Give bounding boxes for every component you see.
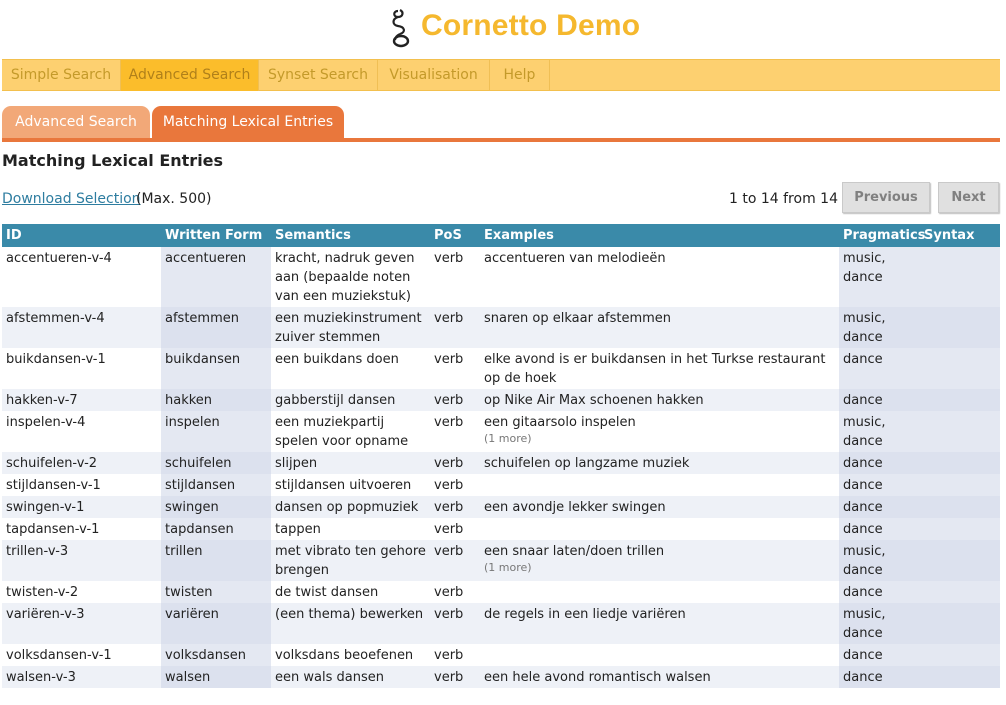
cell-pragmatics xyxy=(839,411,920,452)
cell-semantics xyxy=(271,644,430,666)
cell-pragmatics xyxy=(839,389,920,411)
cell-written-form-text: trillen xyxy=(165,544,203,559)
header xyxy=(0,0,1006,56)
cell-semantics-text: een wals dansen xyxy=(275,670,384,685)
cell-pragmatics xyxy=(839,247,920,307)
cell-pragmatics-text: music, dance xyxy=(843,311,886,345)
cell-id xyxy=(2,496,161,518)
column-header-pragmatics[interactable]: Pragmatics xyxy=(839,224,920,247)
cell-pragmatics xyxy=(839,348,920,389)
cell-semantics-text: dansen op popmuziek xyxy=(275,500,419,515)
cell-pragmatics-text: dance xyxy=(843,500,883,515)
cornetto-logo-icon xyxy=(389,8,415,48)
cell-examples xyxy=(480,411,839,452)
cell-pos xyxy=(430,452,480,474)
cell-written-form xyxy=(161,581,271,603)
cell-id-text: inspelen-v-4 xyxy=(6,415,86,430)
cell-written-form-text: walsen xyxy=(165,670,211,685)
cell-pragmatics xyxy=(839,518,920,540)
cell-id-text: swingen-v-1 xyxy=(6,500,85,515)
cell-pos-text: verb xyxy=(434,478,464,493)
cell-semantics-text: gabberstijl dansen xyxy=(275,393,396,408)
cell-written-form-text: schuifelen xyxy=(165,456,232,471)
cell-written-form-text: tapdansen xyxy=(165,522,234,537)
cell-id xyxy=(2,518,161,540)
tab-advanced-search[interactable]: Advanced Search xyxy=(2,106,150,138)
cell-written-form xyxy=(161,452,271,474)
column-header-id[interactable]: ID xyxy=(2,224,161,247)
cell-pragmatics-text: music, dance xyxy=(843,544,886,578)
cell-pragmatics-text: dance xyxy=(843,522,883,537)
column-header-written-form[interactable]: Written Form xyxy=(161,224,271,247)
cell-syntax xyxy=(920,518,1000,540)
cell-semantics-text: een muziekpartij spelen voor opname xyxy=(275,415,409,449)
cell-written-form xyxy=(161,307,271,348)
cell-semantics xyxy=(271,307,430,348)
cell-pragmatics-text: music, dance xyxy=(843,607,886,641)
cell-pos xyxy=(430,581,480,603)
cell-written-form-text: afstemmen xyxy=(165,311,239,326)
cell-syntax xyxy=(920,411,1000,452)
previous-button[interactable]: Previous xyxy=(842,182,930,213)
cell-pos xyxy=(430,247,480,307)
table-row[interactable] xyxy=(2,603,1000,644)
more-examples-link[interactable]: (1 more) xyxy=(484,432,532,445)
next-button[interactable]: Next xyxy=(938,182,999,213)
table-row[interactable] xyxy=(2,518,1000,540)
cell-pos-text: verb xyxy=(434,393,464,408)
table-row[interactable] xyxy=(2,540,1000,581)
table-row[interactable] xyxy=(2,452,1000,474)
cell-id xyxy=(2,540,161,581)
cell-semantics-text: de twist dansen xyxy=(275,585,379,600)
cell-pragmatics xyxy=(839,496,920,518)
cell-written-form xyxy=(161,666,271,688)
cell-examples xyxy=(480,247,839,307)
cell-pos xyxy=(430,540,480,581)
cell-pragmatics xyxy=(839,540,920,581)
cell-written-form-text: swingen xyxy=(165,500,219,515)
cell-semantics-text: kracht, nadruk geven aan (bepaalde noten van een muziekstuk) xyxy=(275,251,415,304)
cell-semantics xyxy=(271,348,430,389)
cell-id-text: afstemmen-v-4 xyxy=(6,311,105,326)
column-header-examples[interactable]: Examples xyxy=(480,224,839,247)
cell-written-form xyxy=(161,518,271,540)
cell-semantics xyxy=(271,603,430,644)
cell-pragmatics-text: dance xyxy=(843,648,883,663)
table-row[interactable] xyxy=(2,247,1000,307)
cell-syntax xyxy=(920,389,1000,411)
cell-semantics-text: tappen xyxy=(275,522,321,537)
table-row[interactable] xyxy=(2,644,1000,666)
cell-written-form-text: accentueren xyxy=(165,251,247,266)
cell-id xyxy=(2,307,161,348)
cell-syntax xyxy=(920,603,1000,644)
nav-help[interactable]: Help xyxy=(490,60,550,91)
cell-examples xyxy=(480,496,839,518)
cell-syntax xyxy=(920,496,1000,518)
cell-id-text: stijldansen-v-1 xyxy=(6,478,101,493)
cell-pos xyxy=(430,411,480,452)
cell-id xyxy=(2,348,161,389)
cell-examples-text: op Nike Air Max schoenen hakken xyxy=(484,393,704,408)
cell-pos-text: verb xyxy=(434,670,464,685)
cell-examples xyxy=(480,644,839,666)
cell-pos-text: verb xyxy=(434,544,464,559)
cell-pragmatics xyxy=(839,666,920,688)
cell-syntax xyxy=(920,644,1000,666)
result-range: 1 to 14 from 14 xyxy=(729,191,838,207)
cell-semantics-text: volksdans beoefenen xyxy=(275,648,414,663)
cell-examples xyxy=(480,603,839,644)
cell-pos-text: verb xyxy=(434,607,464,622)
results-table xyxy=(2,224,1000,688)
cell-id xyxy=(2,581,161,603)
cell-pragmatics-text: dance xyxy=(843,478,883,493)
table-header-row xyxy=(2,224,1000,247)
cell-pos xyxy=(430,666,480,688)
table-row[interactable] xyxy=(2,307,1000,348)
cell-semantics-text: met vibrato ten gehore brengen xyxy=(275,544,426,578)
cell-pragmatics-text: dance xyxy=(843,352,883,367)
table-row[interactable] xyxy=(2,581,1000,603)
cell-id-text: hakken-v-7 xyxy=(6,393,78,408)
cell-pos xyxy=(430,389,480,411)
cell-pos-text: verb xyxy=(434,522,464,537)
cell-syntax xyxy=(920,474,1000,496)
cell-semantics-text: slijpen xyxy=(275,456,318,471)
nav-visualisation[interactable]: Visualisation xyxy=(378,60,490,91)
cell-syntax xyxy=(920,247,1000,307)
cell-id-text: tapdansen-v-1 xyxy=(6,522,100,537)
cell-pos-text: verb xyxy=(434,648,464,663)
cell-id xyxy=(2,644,161,666)
cell-written-form xyxy=(161,348,271,389)
cell-pos-text: verb xyxy=(434,500,464,515)
column-header-pos[interactable]: PoS xyxy=(430,224,480,247)
cell-pos-text: verb xyxy=(434,415,464,430)
cell-examples-text: snaren op elkaar afstemmen xyxy=(484,311,672,326)
cell-id xyxy=(2,603,161,644)
cell-written-form-text: buikdansen xyxy=(165,352,241,367)
cell-examples-text: schuifelen op langzame muziek xyxy=(484,456,690,471)
cell-examples-text: een avondje lekker swingen xyxy=(484,500,666,515)
cell-id xyxy=(2,411,161,452)
column-header-syntax[interactable]: Syntax xyxy=(920,224,1000,247)
cell-written-form-text: volksdansen xyxy=(165,648,247,663)
cell-pos-text: verb xyxy=(434,585,464,600)
cell-examples-text: elke avond is er buikdansen in het Turkse restaurant op de hoek xyxy=(484,352,826,386)
main-nav xyxy=(2,59,1000,91)
cell-pragmatics-text: dance xyxy=(843,393,883,408)
cell-id-text: twisten-v-2 xyxy=(6,585,79,600)
app-title: Cornetto Demo xyxy=(421,9,641,42)
cell-id-text: variëren-v-3 xyxy=(6,607,85,622)
cell-pos-text: verb xyxy=(434,456,464,471)
cell-written-form xyxy=(161,389,271,411)
cell-id-text: accentueren-v-4 xyxy=(6,251,112,266)
cell-pragmatics xyxy=(839,307,920,348)
more-examples-link[interactable]: (1 more) xyxy=(484,561,532,574)
tab-divider xyxy=(2,138,1000,142)
cell-semantics-text: een buikdans doen xyxy=(275,352,399,367)
cell-semantics xyxy=(271,411,430,452)
cell-examples-text: een snaar laten/doen trillen xyxy=(484,544,665,559)
cell-pos xyxy=(430,348,480,389)
cell-id-text: buikdansen-v-1 xyxy=(6,352,106,367)
download-selection-link[interactable]: Download Selection xyxy=(2,191,141,207)
cell-semantics xyxy=(271,496,430,518)
cell-written-form xyxy=(161,247,271,307)
cell-examples xyxy=(480,348,839,389)
cell-examples xyxy=(480,581,839,603)
cell-pragmatics-text: dance xyxy=(843,585,883,600)
cell-syntax xyxy=(920,581,1000,603)
cell-semantics xyxy=(271,581,430,603)
table-row[interactable] xyxy=(2,474,1000,496)
cell-pos-text: verb xyxy=(434,251,464,266)
cell-written-form-text: inspelen xyxy=(165,415,220,430)
cell-pragmatics-text: dance xyxy=(843,670,883,685)
table-row[interactable] xyxy=(2,411,1000,452)
tab-bar xyxy=(2,106,1000,142)
cell-id-text: walsen-v-3 xyxy=(6,670,76,685)
cell-written-form-text: twisten xyxy=(165,585,213,600)
cell-id xyxy=(2,666,161,688)
cell-pragmatics xyxy=(839,452,920,474)
cell-written-form xyxy=(161,411,271,452)
cell-pragmatics xyxy=(839,581,920,603)
cell-pragmatics-text: dance xyxy=(843,456,883,471)
cell-syntax xyxy=(920,307,1000,348)
cell-examples xyxy=(480,452,839,474)
cell-id xyxy=(2,247,161,307)
column-header-semantics[interactable]: Semantics xyxy=(271,224,430,247)
table-row[interactable] xyxy=(2,348,1000,389)
cell-written-form-text: variëren xyxy=(165,607,219,622)
cell-syntax xyxy=(920,540,1000,581)
cell-semantics-text: een muziekinstrument zuiver stemmen xyxy=(275,311,422,345)
cell-examples-text: een gitaarsolo inspelen xyxy=(484,415,636,430)
tab-matching-lexical-entries[interactable]: Matching Lexical Entries xyxy=(152,106,344,138)
cell-examples xyxy=(480,540,839,581)
cell-syntax xyxy=(920,452,1000,474)
cell-pos-text: verb xyxy=(434,352,464,367)
cell-id xyxy=(2,474,161,496)
cell-pos xyxy=(430,496,480,518)
cell-examples-text: een hele avond romantisch walsen xyxy=(484,670,711,685)
cell-id xyxy=(2,389,161,411)
cell-examples-text: de regels in een liedje variëren xyxy=(484,607,686,622)
cell-pos xyxy=(430,474,480,496)
cell-written-form xyxy=(161,540,271,581)
cell-examples-text: accentueren van melodieën xyxy=(484,251,666,266)
table-row[interactable] xyxy=(2,496,1000,518)
cell-id-text: trillen-v-3 xyxy=(6,544,69,559)
cell-pragmatics xyxy=(839,603,920,644)
cell-written-form xyxy=(161,474,271,496)
nav-synset-search[interactable]: Synset Search xyxy=(259,60,378,91)
page-title: Matching Lexical Entries xyxy=(2,151,224,170)
cell-pos xyxy=(430,518,480,540)
cell-semantics xyxy=(271,247,430,307)
cell-examples xyxy=(480,389,839,411)
cell-pragmatics xyxy=(839,474,920,496)
cell-semantics-text: (een thema) bewerken xyxy=(275,607,424,622)
cell-written-form xyxy=(161,644,271,666)
nav-simple-search[interactable]: Simple Search xyxy=(2,60,121,91)
cell-written-form-text: hakken xyxy=(165,393,213,408)
cell-semantics xyxy=(271,452,430,474)
cell-syntax xyxy=(920,666,1000,688)
cell-id-text: schuifelen-v-2 xyxy=(6,456,98,471)
cell-pragmatics-text: music, dance xyxy=(843,251,886,285)
cell-semantics xyxy=(271,540,430,581)
table-row[interactable] xyxy=(2,389,1000,411)
cell-pos-text: verb xyxy=(434,311,464,326)
cell-id-text: volksdansen-v-1 xyxy=(6,648,112,663)
cell-pos xyxy=(430,603,480,644)
cell-pos xyxy=(430,307,480,348)
cell-syntax xyxy=(920,348,1000,389)
cell-semantics xyxy=(271,518,430,540)
cell-written-form xyxy=(161,496,271,518)
cell-semantics xyxy=(271,474,430,496)
max-note: (Max. 500) xyxy=(136,191,212,207)
cell-semantics xyxy=(271,666,430,688)
table-row[interactable] xyxy=(2,666,1000,688)
cell-examples xyxy=(480,307,839,348)
cell-pragmatics-text: music, dance xyxy=(843,415,886,449)
cell-examples xyxy=(480,666,839,688)
cell-pragmatics xyxy=(839,644,920,666)
cell-id xyxy=(2,452,161,474)
nav-advanced-search[interactable]: Advanced Search xyxy=(121,60,259,91)
cell-written-form xyxy=(161,603,271,644)
cell-written-form-text: stijldansen xyxy=(165,478,236,493)
cell-examples xyxy=(480,474,839,496)
cell-semantics-text: stijldansen uitvoeren xyxy=(275,478,412,493)
cell-examples xyxy=(480,518,839,540)
cell-pos xyxy=(430,644,480,666)
cell-semantics xyxy=(271,389,430,411)
